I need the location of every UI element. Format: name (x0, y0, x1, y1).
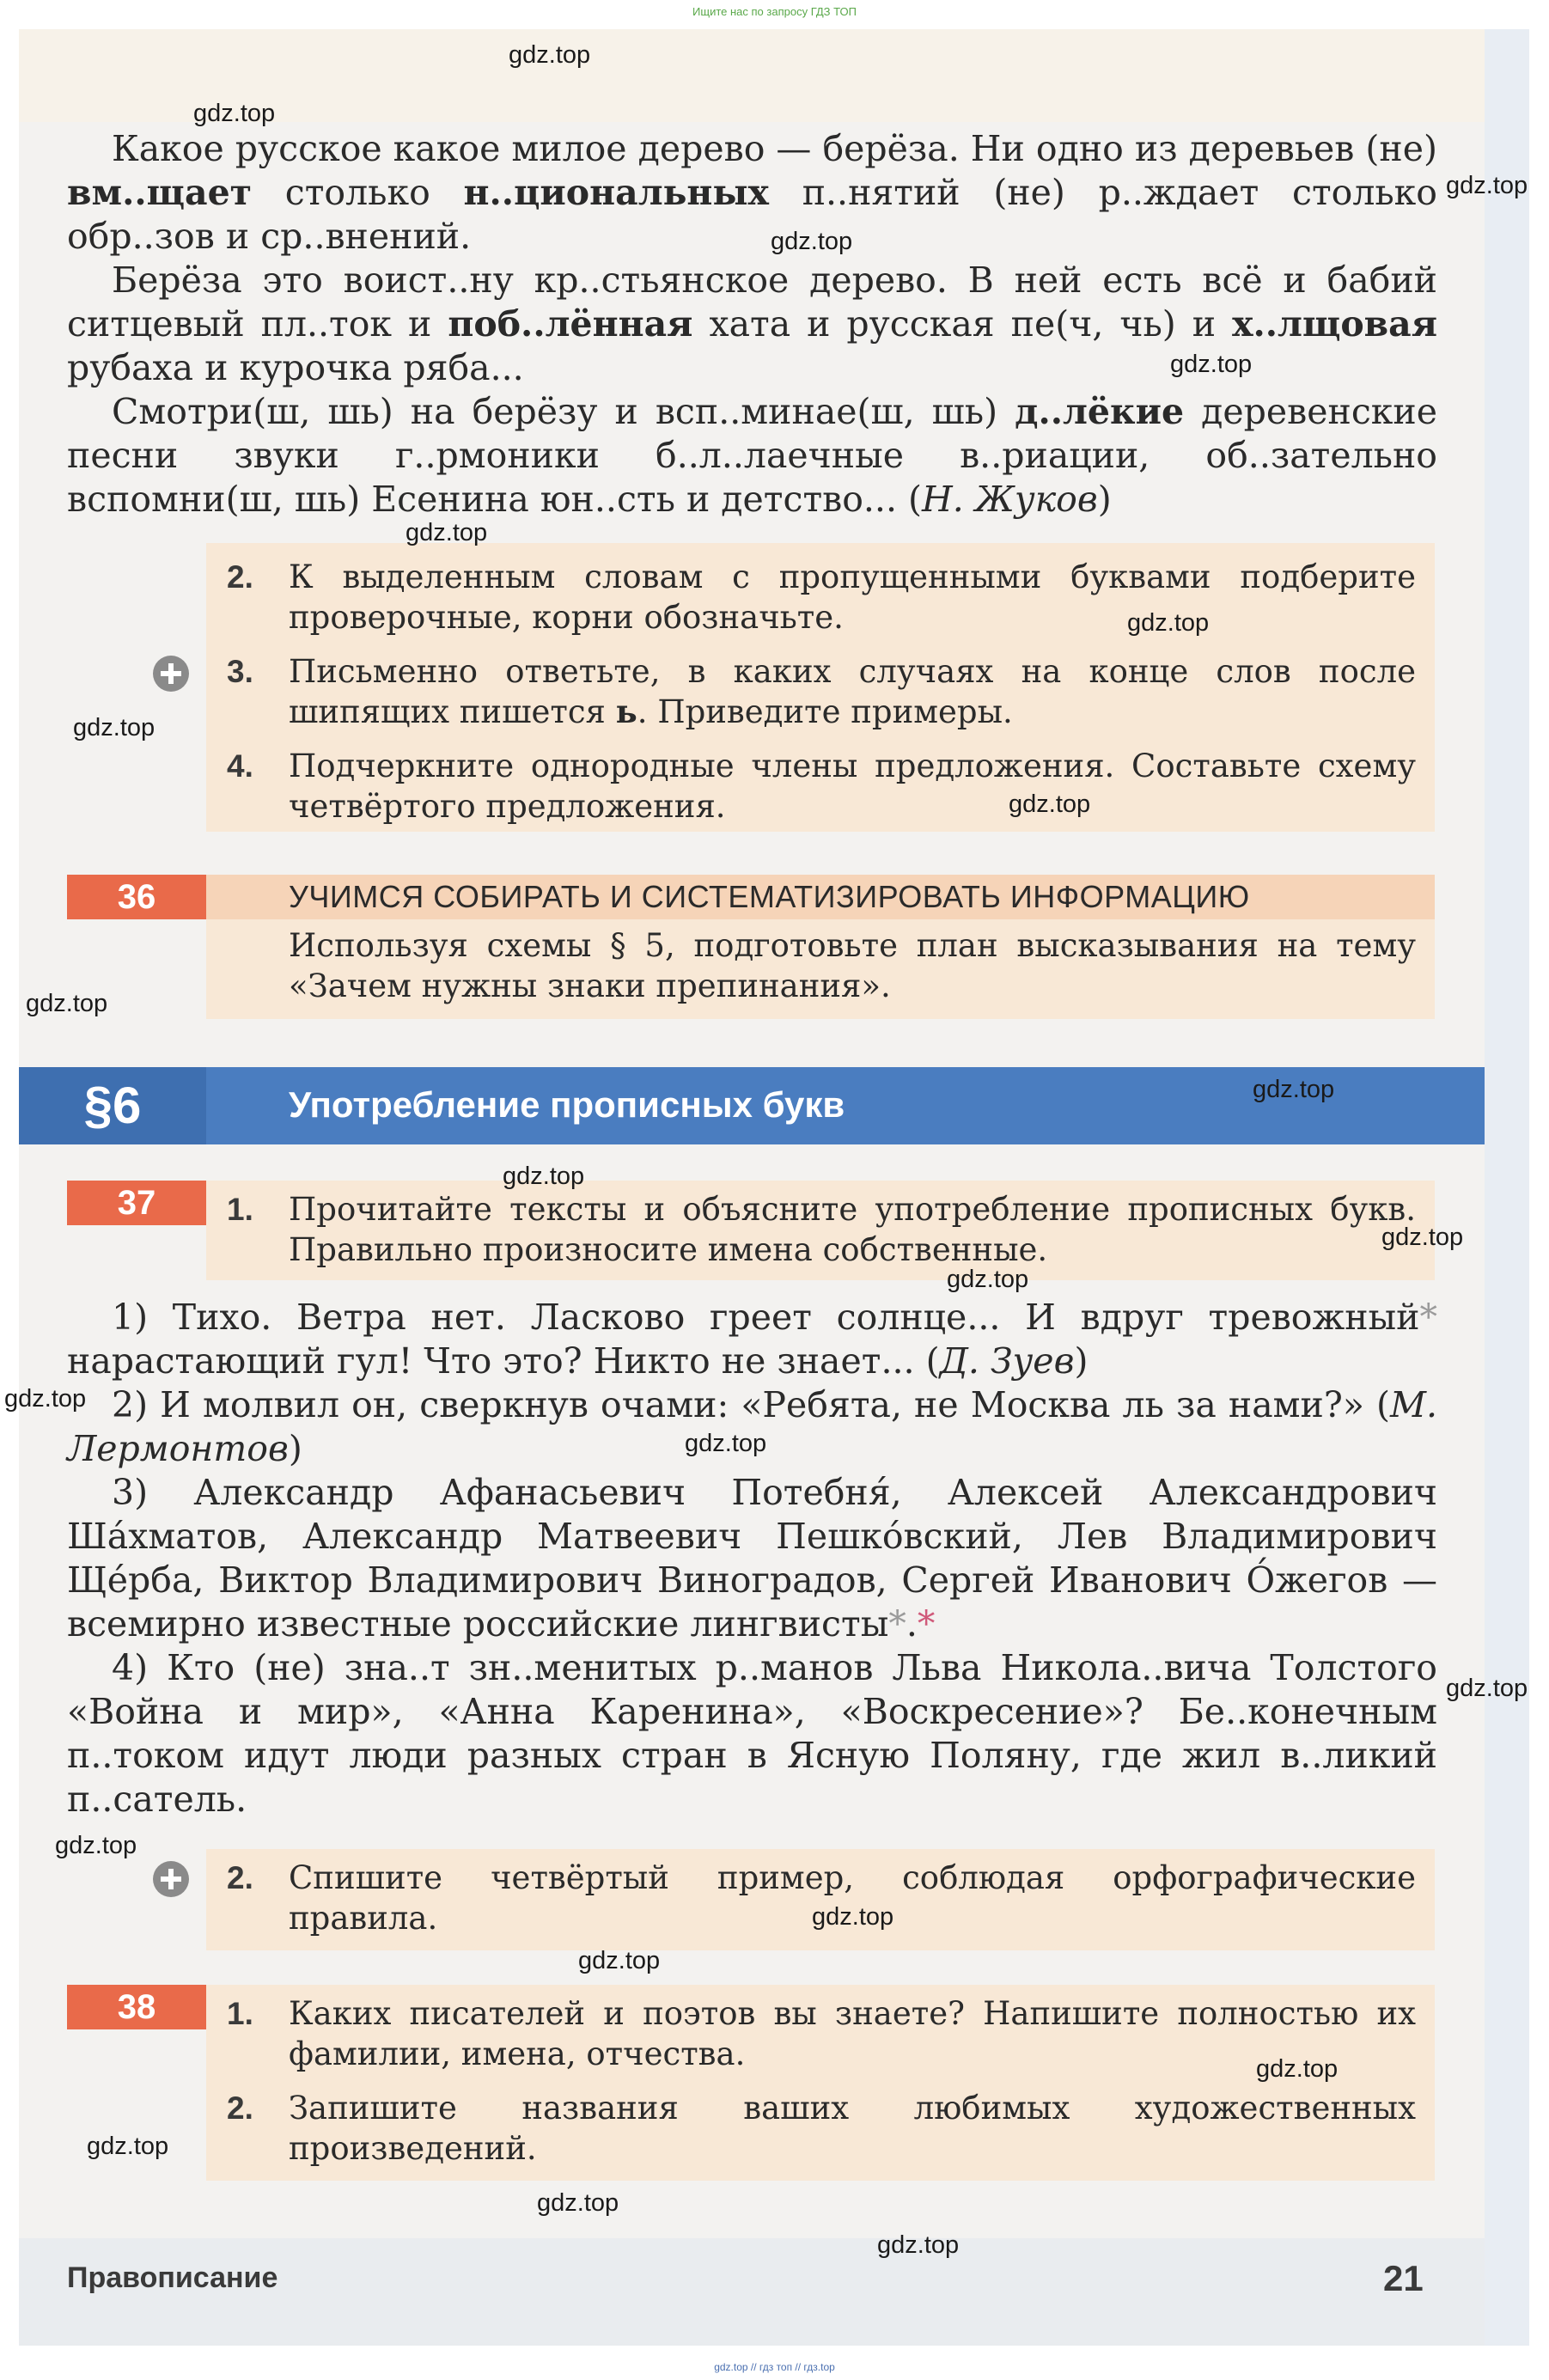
exercise-38-task-1: 1. Каких писателей и поэтов вы знаете? Напишите полностью их фамилии, имена, отчества. (227, 1995, 1416, 2072)
task-number: 4. (227, 748, 253, 784)
watermark: gdz.top (1446, 172, 1528, 199)
bold-word: поб..лённая (448, 303, 693, 345)
example-4: 4) Кто (не) зна..т зн..менитых р..манов Льва Никола..вича Толстого «Война и мир», «Анна Каренина», «Воскресение»? Бе..конечным п..током идут люди разных стран в Ясную Поляну, где жил в..ликий п..сатель. (67, 1647, 1437, 1820)
watermark: gdz.top (26, 990, 108, 1017)
bold-word: вм..щает (67, 172, 253, 213)
example-3: 3) Александр Афанасьевич Потебня́, Алексей Александрович Ша́хматов, Александр Матвеевич Пешко́вский, Лев Владимирович Ще́рба, Виктор Владимирович Виноградов, Сергей Иванович О́жегов — всемирно известные российские лингвисты*.* (67, 1472, 1437, 1645)
example-1: 1) Тихо. Ветра нет. Ласково греет солнце... И вдруг тревожный* нарастающий гул! Что это? Никто не знает... (Д. Зуев) (67, 1297, 1437, 1382)
watermark: gdz.top (1170, 351, 1253, 378)
task-number: 1. (227, 1192, 253, 1227)
section-number: §6 (19, 1067, 206, 1144)
text-paragraph-1: Какое русское какое милое дерево — берёза. Ни одно из деревьев (не) вм..щает столько н..циональных п..нятий (не) р..ждает столько обр..зов и ср..внений. (67, 128, 1437, 257)
exercise-38-task-2: 2. Запишите названия ваших любимых художественных произведений. (227, 2090, 1416, 2167)
footer-section-name: Правописание (67, 2261, 278, 2294)
watermark: gdz.top (685, 1430, 767, 1457)
watermark: gdz.top (771, 228, 853, 255)
watermark: gdz.top (877, 2231, 960, 2259)
watermark: gdz.top (812, 1903, 894, 1931)
exercise-number-36: 36 (67, 875, 206, 919)
exercise-number-38: 38 (67, 1985, 206, 2029)
main-text-block (67, 127, 1437, 522)
watermark: gdz.top (509, 41, 591, 69)
task-number: 2. (227, 2090, 253, 2126)
bold-word: х..лщовая (1232, 303, 1438, 345)
watermark: gdz.top (1381, 1224, 1464, 1251)
author-name: М. Лермонтов (67, 1384, 1437, 1469)
text-paragraph-3: Смотри(ш, шь) на берёзу и всп..минае(ш, шь) д..лёкие деревенские песни звуки г..рмоники б..л..лаечные в..риации, об..зательно вспомни(ш, шь) Есенина юн..сть и детство... (Н. Жуков) (67, 391, 1437, 520)
plus-icon (153, 1861, 189, 1897)
exercise-36-text: Используя схемы § 5, подготовьте план высказывания на тему «Зачем нужны знаки препинания». (289, 927, 1416, 1004)
watermark: gdz.top (73, 714, 156, 741)
bold-word: д..лёкие (1015, 391, 1185, 432)
watermark: gdz.top (947, 1266, 1029, 1293)
plus-icon (153, 656, 189, 692)
text-paragraph-2: Берёза это воист..ну кр..стьянское дерево. В ней есть всё и бабий ситцевый пл..ток и поб..лённая хата и русская пе(ч, чь) и х..лщовая рубаха и курочка ряба... (67, 259, 1438, 388)
watermark: gdz.top (1009, 790, 1091, 818)
watermark: gdz.top (578, 1947, 661, 1974)
task-number: 3. (227, 654, 253, 689)
author-name: Д. Зуев (939, 1340, 1075, 1382)
task-number: 2. (227, 559, 253, 595)
task-number: 2. (227, 1860, 253, 1895)
watermark: gdz.top (1256, 2055, 1339, 2083)
exercise-37-texts (67, 1296, 1437, 1822)
watermark: gdz.top (87, 2133, 169, 2160)
watermark: gdz.top (537, 2189, 619, 2217)
task-4: 4. Подчеркните однородные члены предложения. Составьте схему четвёртого предложения. (227, 748, 1416, 825)
page-number: 21 (1383, 2258, 1424, 2298)
author-name: Н. Жуков (922, 479, 1098, 520)
watermark: gdz.top (406, 519, 488, 546)
watermark: gdz.top (193, 100, 276, 127)
watermark: gdz.top (1127, 609, 1210, 637)
bottom-note: gdz.top // гдз топ // гдз.top (714, 2361, 835, 2373)
exercise-37-task-2: 2. Спишите четвёртый пример, соблюдая орфографические правила. (227, 1859, 1416, 1937)
exercise-number-37: 37 (67, 1181, 206, 1225)
right-margin-strip (1485, 29, 1529, 2346)
task-3: 3. Письменно ответьте, в каких случаях на конце слов после шипящих пишется ь. Приведите примеры. (227, 653, 1416, 730)
watermark: gdz.top (503, 1163, 585, 1190)
exercise-36-title: УЧИМСЯ СОБИРАТЬ И СИСТЕМАТИЗИРОВАТЬ ИНФОРМАЦИЮ (289, 879, 1250, 914)
watermark: gdz.top (55, 1832, 137, 1859)
task-2: 2. К выделенным словам с пропущенными буквами подберите проверочные, корни обозначьте. (227, 558, 1416, 636)
task-number: 1. (227, 1996, 253, 2031)
top-note: Ищите нас по запросу ГДЗ ТОП (692, 5, 857, 18)
watermark: gdz.top (4, 1385, 87, 1413)
watermark: gdz.top (1253, 1076, 1335, 1103)
exercise-37-task-1: 1. Прочитайте тексты и объясните употребление прописных букв. Правильно произносите имена собственные. (227, 1191, 1416, 1268)
example-2: 2) И молвил он, сверкнув очами: «Ребята, не Москва ль за нами?» (М. Лермонтов) (67, 1384, 1437, 1469)
bold-word: н..циональных (463, 172, 769, 213)
watermark: gdz.top (1446, 1675, 1528, 1702)
section-title: Употребление прописных букв (289, 1084, 845, 1125)
